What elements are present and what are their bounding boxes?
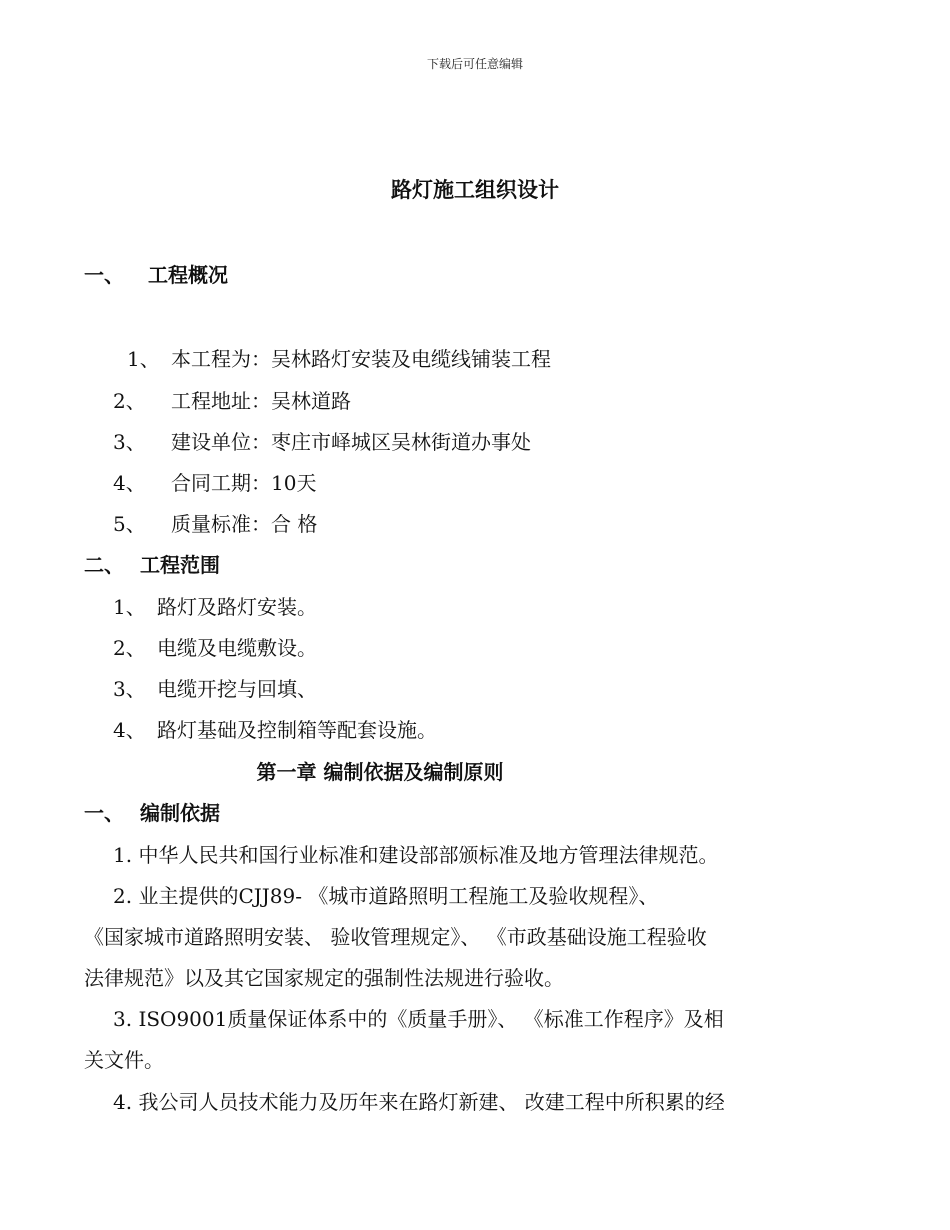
section1-item-4-number: 4、 (113, 471, 146, 495)
section1-item-2-number: 2、 (113, 389, 146, 413)
basis-line-3: 《国家城市道路照明安装、 验收管理规定》、 《市政基础设施工程验收 (84, 925, 707, 949)
basis-line-6: 关文件。 (84, 1048, 164, 1072)
basis-line-7: 4. 我公司人员技术能力及历年来在路灯新建、 改建工程中所积累的经 (113, 1090, 725, 1114)
basis-line-2: 2. 业主提供的CJJ89- 《城市道路照明工程施工及验收规程》、 (113, 884, 659, 908)
section2-item-1-text: 路灯及路灯安装。 (157, 595, 317, 619)
section2-item-1-number: 1、 (113, 595, 146, 619)
section1-item-3-text: 建设单位：枣庄市峄城区吴林街道办事处 (171, 430, 531, 454)
section1-number: 一、 (84, 263, 124, 287)
chapter-heading: 第一章 编制依据及编制原则 (256, 760, 504, 784)
basis-line-1: 1. 中华人民共和国行业标准和建设部部颁标准及地方管理法律规范。 (113, 843, 719, 867)
document-title: 路灯施工组织设计 (391, 178, 559, 202)
section3-heading: 编制依据 (140, 801, 220, 825)
basis-line-5: 3. ISO9001质量保证体系中的《质量手册》、 《标准工作程序》及相 (113, 1007, 724, 1031)
section2-item-4-text: 路灯基础及控制箱等配套设施。 (157, 718, 437, 742)
section1-heading: 工程概况 (148, 263, 228, 287)
section2-number: 二、 (84, 553, 124, 577)
section1-item-2-text: 工程地址：吴林道路 (171, 389, 351, 413)
section1-item-3-number: 3、 (113, 430, 146, 454)
section1-item-5-number: 5、 (113, 512, 146, 536)
section1-item-1-text: 本工程为：吴林路灯安装及电缆线铺装工程 (171, 347, 551, 371)
section2-item-3-number: 3、 (113, 677, 146, 701)
section1-item-4-text: 合同工期：10天 (171, 471, 317, 495)
section1-item-5-text: 质量标准：合 格 (171, 512, 318, 536)
section3-number: 一、 (84, 801, 124, 825)
section2-item-4-number: 4、 (113, 718, 146, 742)
section1-item-1-number: 1、 (127, 347, 160, 371)
section2-item-2-text: 电缆及电缆敷设。 (157, 636, 317, 660)
header-note: 下载后可任意编辑 (426, 57, 523, 71)
section2-item-3-text: 电缆开挖与回填、 (157, 677, 317, 701)
section2-heading: 工程范围 (140, 553, 220, 577)
section2-item-2-number: 2、 (113, 636, 146, 660)
basis-line-4: 法律规范》以及其它国家规定的强制性法规进行验收。 (84, 966, 564, 990)
